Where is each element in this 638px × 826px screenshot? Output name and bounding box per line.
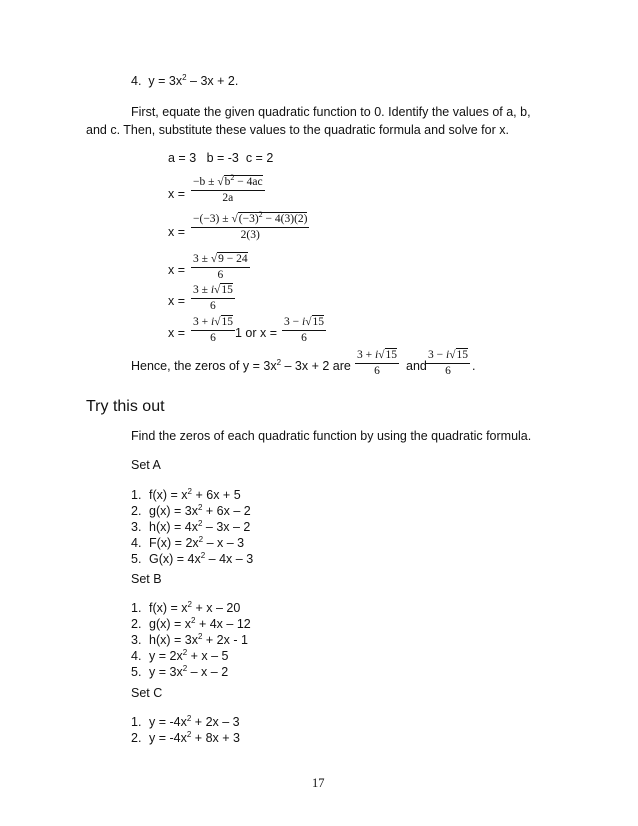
- list-item: 3. $h(x) = 4x^2 - 3x - 2$: [131, 519, 251, 534]
- example-number: 4.: [131, 74, 142, 88]
- set-a-list: [131, 487, 253, 567]
- list-item: 2. $g(x) = x^2 + 4x - 12$: [131, 616, 251, 631]
- step3-fraction: $\frac{3 \pm √9 - 24}{6}$: [193, 253, 248, 281]
- section-instruction: Find the zeros of each quadratic function by using the quadratic formula.: [131, 429, 532, 443]
- list-item: 1. $f(x) = x^2 + x - 20$: [131, 600, 241, 615]
- section-heading: Try this out: [86, 398, 165, 415]
- set-a-title: Set A: [131, 458, 161, 472]
- step4-label: x =: [168, 294, 186, 308]
- list-item: 3. $h(x) = 3x^2 + 2x - 1$: [131, 632, 248, 647]
- conclusion-text: Hence, the zeros of $y = 3x^2 - 3x + 2$ are: [131, 358, 351, 373]
- step4-fraction: $\frac{3 \pm i√15}{6}$: [193, 284, 233, 312]
- step5-connector: 1 or x =: [235, 326, 278, 340]
- step5-fraction-b: $\frac{3 - i√15}{6}$: [284, 316, 325, 344]
- conclusion-and: and: [406, 359, 427, 373]
- step1-label: x =: [168, 187, 186, 201]
- list-item: 1. $f(x) = x^2 + 6x + 5$: [131, 487, 241, 502]
- page-number: 17: [312, 776, 325, 790]
- list-item: 1. $y = -4x^2 + 2x - 3$: [131, 714, 240, 729]
- set-c-list: [131, 714, 240, 746]
- instruction-line-2: and c. Then, substitute these values to the quadratic formula and solve for x.: [86, 123, 509, 137]
- conclusion-period: .: [472, 359, 476, 373]
- step1-fraction: $\frac{-b \pm √b^2 - 4ac}{2a}$: [193, 173, 263, 204]
- set-b-list: [131, 600, 251, 680]
- list-item: 4. $F(x) = 2x^2 - x - 3$: [131, 535, 245, 550]
- list-item: 5. $G(x) = 4x^2 - 4x - 3$: [131, 551, 254, 566]
- step2-fraction: $\frac{-(-3) \pm √(-3)^2 - 4(3)(2)}{2(3)}$: [193, 210, 308, 241]
- coefficient-values: a = 3 b = -3 c = 2: [168, 151, 274, 165]
- conclusion-fraction-a: $\frac{3 + i√15}{6}$: [357, 349, 398, 377]
- step2-label: x =: [168, 225, 186, 239]
- step3-label: x =: [168, 263, 186, 277]
- list-item: 4. $y = 2x^2 + x - 5$: [131, 648, 229, 663]
- step5-label: x =: [168, 326, 186, 340]
- list-item: 5. $y = 3x^2 - x - 2$: [131, 664, 229, 679]
- list-item: 2. $g(x) = 3x^2 + 6x - 2$: [131, 503, 251, 518]
- conclusion-fraction-b: $\frac{3 - i√15}{6}$: [428, 349, 469, 377]
- instruction-line-1: First, equate the given quadratic function to 0. Identify the values of a, b,: [131, 105, 531, 119]
- set-c-title: Set C: [131, 686, 163, 700]
- example-problem: 4. $y = 3x^2 - 3x + 2$.: [131, 73, 239, 88]
- set-b-title: Set B: [131, 572, 162, 586]
- list-item: 2. $y = -4x^2 + 8x + 3$: [131, 730, 240, 745]
- step5-fraction-a: $\frac{3 + i√15}{6}$: [193, 316, 234, 344]
